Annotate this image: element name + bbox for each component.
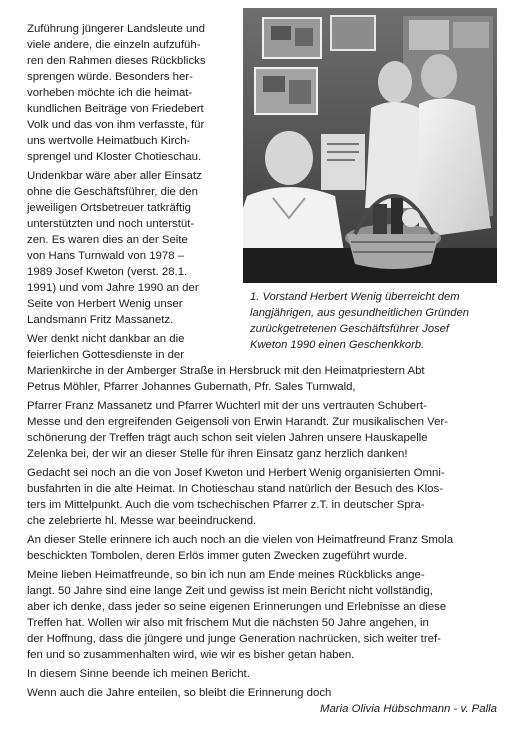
- text-line: ohne die Geschäftsführer, die den: [27, 186, 198, 198]
- text-line: An dieser Stelle erinnere ich auch noch an die vielen von Heimatfreund Franz Smola: [27, 534, 454, 546]
- text-line: Pfarrer Franz Massanetz und Pfarrer Wuchterl mit der uns vertrauten Schubert-: [27, 400, 427, 412]
- text-line: unterstützten und noch unterstüt-: [27, 218, 195, 230]
- text-line: che zelebrierte hl. Messe war beeindruckend.: [27, 515, 257, 527]
- text-line: Undenkbar wäre aber aller Einsatz: [27, 170, 202, 182]
- text-line: Meine lieben Heimatfreunde, so bin ich nun am Ende meines Rückblicks ange-: [27, 569, 425, 581]
- text-line: Messe und den ergreifenden Geigensoli von Erwin Harandt. Zur musikalischen Ver-: [27, 416, 449, 428]
- text-line: feierlichen Gottesdienste in der: [27, 349, 185, 361]
- text-line: uns wertvolle Heimatbuch Kirch-: [27, 135, 191, 147]
- text-line: sprengen würde. Besonders her-: [27, 71, 193, 83]
- text-line: Treffen hat. Wollen wir also mit frischem Mut die nächsten 50 Jahre angehen, in: [27, 617, 429, 629]
- text-line: von Hans Turnwald von 1978 –: [27, 250, 185, 262]
- text-line: der Hoffnung, dass die jüngere und junge Generation nachrücken, sich weiter tref-: [27, 633, 441, 645]
- text-line: Petrus Möhler, Pfarrer Johannes Gubernath, Pfr. Sales Turnwald,: [27, 381, 356, 393]
- text-line: viele andere, die einzeln aufzufüh-: [27, 39, 201, 51]
- text-line: vorheben möchte ich die heimat-: [27, 87, 193, 99]
- text-line: Gedacht sei noch an die von Josef Kweton und Herbert Wenig organisierten Omni-: [27, 467, 445, 479]
- text-line: Zuführung jüngerer Landsleute und: [27, 23, 205, 35]
- text-line: Seite von Herbert Wenig unser: [27, 298, 183, 310]
- event-photo: [243, 8, 497, 283]
- caption-line: zurückgetretenen Geschäftsführer Josef: [250, 323, 449, 335]
- text-line: ren den Rahmen dieses Rückblicks: [27, 55, 206, 67]
- text-line: ters im Mittelpunkt. Auch die vom tschechischen Pfarrer z.T. in deutscher Spra-: [27, 499, 425, 511]
- caption-line: 1. Vorstand Herbert Wenig überreicht dem: [250, 291, 460, 303]
- text-line: 1991) und vom Jahre 1990 an der: [27, 282, 199, 294]
- text-line: kundlichen Beiträge von Friedebert: [27, 103, 204, 115]
- text-line: In diesem Sinne beende ich meinen Bericht.: [27, 668, 250, 680]
- text-line: Wenn auch die Jahre enteilen, so bleibt die Erinnerung doch: [27, 687, 332, 699]
- text-line: fen und so zusammenhalten wird, wie wir es bisher getan haben.: [27, 649, 355, 661]
- text-line: zen. Es waren dies an der Seite: [27, 234, 188, 246]
- text-line: 1989 Josef Kweton (verst. 28.1.: [27, 266, 188, 278]
- text-line: schönerung der Treffen trägt auch schon seit vielen Jahren unsere Hauskapelle: [27, 432, 428, 444]
- caption-line: Kweton 1990 einen Geschenkkorb.: [250, 339, 425, 351]
- text-line: busfahrten in die alte Heimat. In Chotieschau stand natürlich der Besuch des Klos-: [27, 483, 443, 495]
- caption-line: langjährigen, aus gesundheitlichen Gründen: [250, 307, 469, 319]
- text-line: aber ich denke, dass jeder so seine eigenen Erinnerungen und Erlebnisse an diese: [27, 601, 447, 613]
- text-line: Zelenka bei, der wir an dieser Stelle für ihren Einsatz ganz herzlich danken!: [27, 448, 408, 460]
- text-line: Volk und das von ihm verfasste, für: [27, 119, 205, 131]
- text-line: Wer denkt nicht dankbar an die: [27, 333, 185, 345]
- text-line: sprengel und Kloster Chotieschau.: [27, 151, 202, 163]
- text-line: Landsmann Fritz Massanetz.: [27, 314, 174, 326]
- text-line: jeweiligen Ortsbetreuer tatkräftig: [27, 202, 191, 214]
- text-line: langt. 50 Jahre sind eine lange Zeit und gewiss ist mein Bericht nicht vollständig,: [27, 585, 433, 597]
- text-line: Marienkirche in der Amberger Straße in Hersbruck mit den Heimatpriestern Abt: [27, 365, 425, 377]
- author-signature: Maria Olivia Hübschmann - v. Palla: [319, 703, 497, 715]
- text-line: beschickten Tombolen, deren Erlös immer guten Zwecken zugeführt wurde.: [27, 550, 408, 562]
